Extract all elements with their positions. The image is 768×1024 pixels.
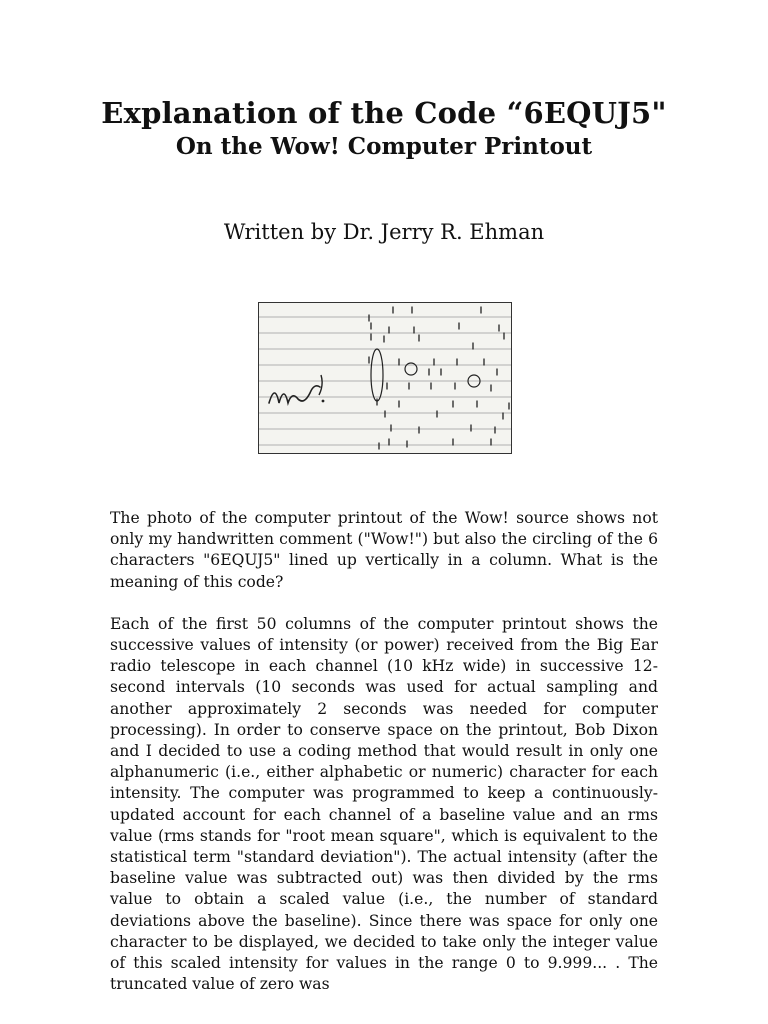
printout-photo-image [259, 303, 511, 453]
body-text [110, 508, 658, 1016]
document-title: Explanation of the Code “6EQUJ5" [101, 96, 667, 130]
document-subtitle: On the Wow! Computer Printout [175, 133, 593, 160]
paragraph-intro: The photo of the computer printout of the Wow! source shows not only my handwritten comment ("Wow!") but also the circling of the 6 characters "6EQUJ5" lined up vertically in a column. What is the meaning of this code? [110, 509, 658, 591]
paragraph-columns: Each of the first 50 columns of the computer printout shows the successive values of intensity (or power) received from the Big Ear radio telescope in each channel (10 kHz wide) in successive 12-second intervals (10 seconds was used for actual sampling and another approximately 2 seconds was needed for computer processing). In order to conserve space on the printout, Bob Dixon and I decided to use a coding method that would result in only one alphanumeric (i.e., either alphabetic or numeric) character for each intensity. The computer was programmed to keep a continuously-updated account for each channel of a baseline value and an rms value (rms stands for "root mean square", which is equivalent to the statistical term "standard deviation"). The actual intensity (after the baseline value was subtracted out) was then divided by the rms value to obtain a scaled value (i.e., the number of standard deviations above the baseline). Since there was space for only one character to be displayed, we decided to take only the integer value of this scaled intensity for values in the range 0 to 9.999... . The truncated value of zero was [110, 614, 658, 994]
printout-photo [258, 302, 512, 454]
author-byline: Written by Dr. Jerry R. Ehman [223, 220, 545, 244]
